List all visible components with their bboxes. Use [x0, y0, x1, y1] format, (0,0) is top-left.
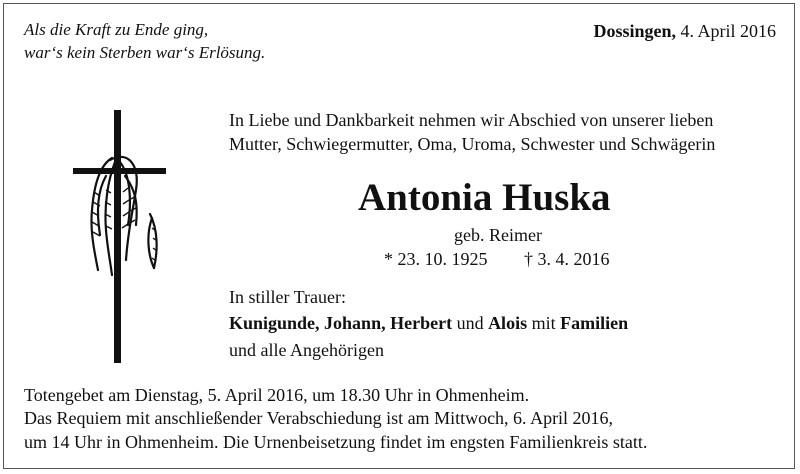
motto-line-2: war‘s kein Sterben war‘s Erlösung. — [24, 43, 266, 62]
mourners-heading: In stiller Trauer: — [229, 287, 346, 307]
mourner-3: Herbert — [390, 313, 453, 333]
mourner-4: Alois — [488, 313, 528, 333]
death-date: † 3. 4. 2016 — [524, 249, 610, 269]
mourner-families: Familien — [560, 313, 629, 333]
intro-line-2: Mutter, Schwiegermutter, Oma, Uroma, Schwester und Schwägerin — [229, 134, 716, 154]
service-line-2: Das Requiem mit anschließender Verabschiedung ist am Mittwoch, 6. April 2016, — [24, 408, 614, 428]
service-line-3: um 14 Uhr in Ohmenheim. Die Urnenbeisetzung findet im engsten Familienkreis statt. — [24, 432, 648, 452]
maiden-name: geb. Reimer — [454, 225, 542, 245]
place-date — [593, 22, 776, 40]
date: 4. April 2016 — [680, 21, 776, 41]
cross-with-wheat-icon — [70, 110, 170, 365]
mourner-2: Johann, — [324, 313, 386, 333]
preposition: mit — [531, 313, 556, 333]
motto-line-1: Als die Kraft zu Ende ging, — [24, 20, 209, 39]
place: Dossingen, — [593, 21, 676, 41]
intro-line-1: In Liebe und Dankbarkeit nehmen wir Abschied von unserer lieben — [229, 110, 714, 130]
deceased-name: Antonia Huska — [358, 176, 611, 219]
mourner-1: Kunigunde, — [229, 313, 320, 333]
conjunction: und — [456, 313, 484, 333]
birth-date: * 23. 10. 1925 — [384, 249, 488, 269]
service-line-1: Totengebet am Dienstag, 5. April 2016, um 18.30 Uhr in Ohmenheim. — [24, 385, 530, 405]
mourners-all: und alle Angehörigen — [229, 340, 384, 360]
mourners-names — [229, 314, 628, 332]
